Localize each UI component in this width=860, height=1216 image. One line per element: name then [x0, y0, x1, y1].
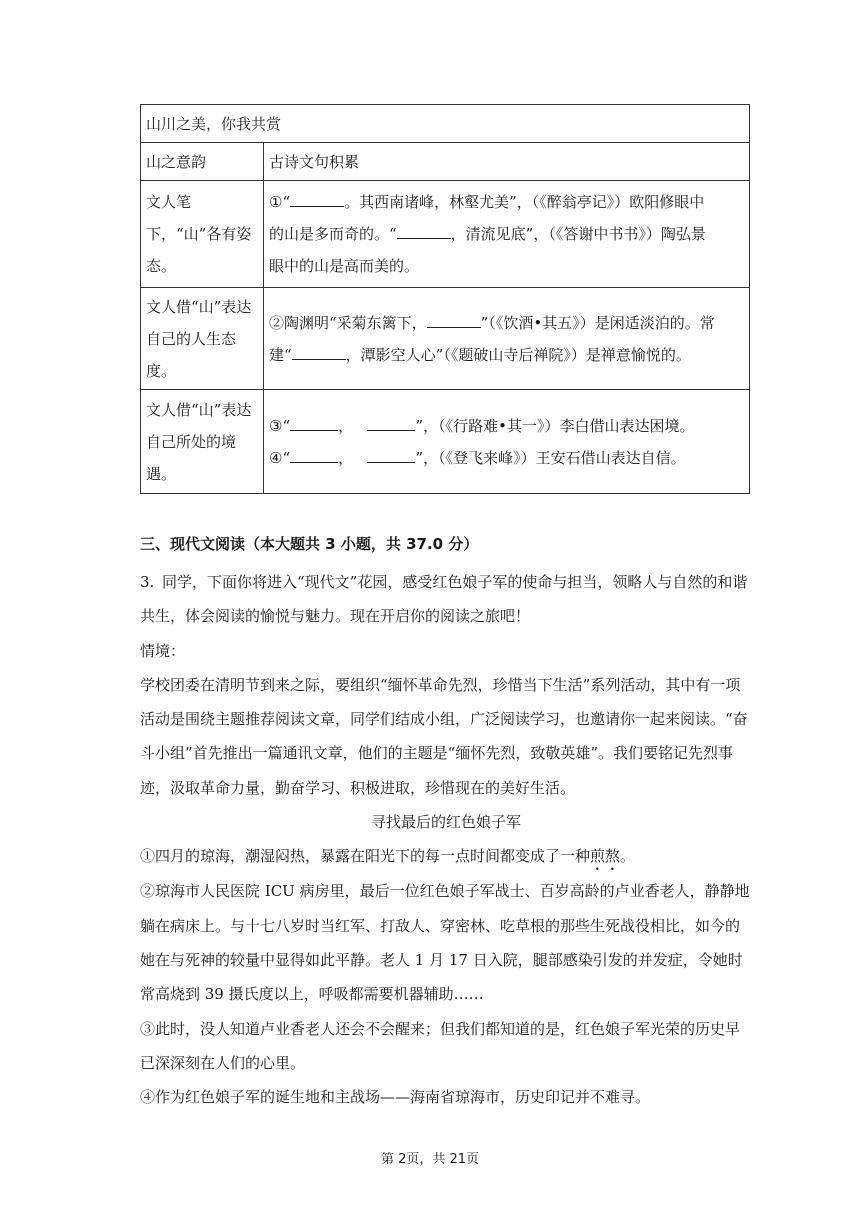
- answer-blank[interactable]: [290, 448, 338, 463]
- question-text: 同学，下面你将进入“现代文”花园，感受红色娘子军的使命与担当，领略人与自然的和谐共生，体会阅读的愉悦与魅力。现在开启你的阅读之旅吧！: [140, 573, 748, 626]
- text-fragment: ①“: [269, 193, 291, 211]
- text-fragment: ③“: [269, 416, 291, 435]
- poetry-table: [140, 104, 750, 494]
- table-row: [141, 390, 750, 494]
- paragraph-3: ③此时，没人知道卢业香老人还会不会醒来；但我们都知道的是，红色娘子军光荣的历史早已深深刻在人们的心里。: [140, 1019, 741, 1072]
- article-title: 寻找最后的红色娘子军: [370, 813, 521, 832]
- answer-blank[interactable]: [367, 448, 415, 463]
- text-fragment: 。其西南诸峰，林壑尤美”，（《醉翁亭记》）欧阳修眼中: [344, 193, 705, 211]
- table-row: [141, 288, 750, 390]
- table-title: 山川之美，你我共赏: [141, 105, 750, 143]
- text-fragment: 的山是多而奇的。“: [269, 225, 397, 243]
- text-fragment: 眼中的山是高而美的。: [269, 257, 420, 275]
- text-fragment: ”（《饮酒•其五》）是闲适淡泊的。常: [480, 313, 715, 332]
- text-fragment: ”，（《行路难•其一》）李白借山表达困境。: [415, 416, 695, 435]
- emphasized-word: 煎熬: [590, 847, 621, 866]
- paragraph-4: ④作为红色娘子军的诞生地和主战场——海南省琼海市，历史印记并不难寻。: [140, 1088, 651, 1107]
- text-fragment: ”，（《登飞来峰》）王安石借山表达自信。: [415, 448, 686, 467]
- answer-blank[interactable]: [290, 192, 344, 207]
- text-fragment: 。: [620, 847, 636, 866]
- col2-header: 古诗文句积累: [264, 143, 750, 181]
- paragraph-2: ②琼海市人民医院 ICU 病房里，最后一位红色娘子军战士、百岁高龄的卢业香老人，静静地躺在病床上。与十七八岁时当红军、打敌人、穿密林、吃草根的那些生死战役相比，如今的她在与死神的较量中显得如此平静。老人 1 月 17 日入院，腿部感染引发的并发症，令她时常高烧到 39 摄氏度以上，呼吸都需要机器辅助……: [140, 882, 750, 1004]
- text-fragment: ①四月的琼海，潮湿闷热，暴露在阳光下的每一点时间都变成了一种: [140, 847, 591, 866]
- col1-header: 山之意韵: [141, 143, 264, 181]
- table-header-row: [141, 143, 750, 181]
- question-number: 3.: [140, 573, 155, 591]
- reading-passage: [140, 565, 752, 1114]
- answer-blank[interactable]: [427, 313, 481, 328]
- row-label: 文人借“山”表达自己的人生态度。: [141, 288, 264, 390]
- text-fragment: ，: [338, 416, 354, 435]
- row-content: [264, 288, 750, 390]
- situation-label: 情境：: [140, 641, 186, 660]
- answer-blank[interactable]: [397, 224, 451, 239]
- answer-blank[interactable]: [290, 416, 338, 431]
- text-fragment: ②陶渊明“采菊东篱下，: [269, 313, 427, 332]
- text-fragment: ④“: [269, 448, 291, 467]
- row-label: 文人笔下，“山”各有姿态。: [141, 181, 264, 288]
- row-label: 文人借“山”表达自己所处的境遇。: [141, 390, 264, 494]
- row-content: [264, 390, 750, 494]
- row-content: [264, 181, 750, 288]
- answer-blank[interactable]: [292, 345, 346, 360]
- text-fragment: ，: [338, 448, 354, 467]
- situation-text: 学校团委在清明节到来之际，要组织“缅怀革命先烈，珍惜当下生活”系列活动，其中有一项活动是围绕主题推荐阅读文章，同学们结成小组，广泛阅读学习，也邀请你一起来阅读。“奋斗小组”首先推出一篇通讯文章，他们的主题是“缅怀先烈，致敬英雄”。我们要铭记先烈事迹，汲取革命力量，勤奋学习、积极进取，珍惜现在的美好生活。: [140, 675, 748, 797]
- answer-blank[interactable]: [367, 416, 415, 431]
- page-footer: 第 2页，共 21页: [380, 1152, 480, 1167]
- text-fragment: ，清流见底”，（《答谢中书书》）陶弘景: [450, 225, 706, 243]
- table-row: [141, 181, 750, 288]
- question-intro: [140, 565, 752, 634]
- text-fragment: ，潭影空人心”（《题破山寺后禅院》）是禅意愉悦的。: [345, 345, 691, 364]
- section-heading: 三、现代文阅读（本大题共 3 小题，共 37.0 分）: [140, 535, 479, 553]
- table-title-row: [141, 105, 750, 143]
- paragraph-1: [140, 839, 752, 874]
- text-fragment: 建“: [269, 345, 292, 364]
